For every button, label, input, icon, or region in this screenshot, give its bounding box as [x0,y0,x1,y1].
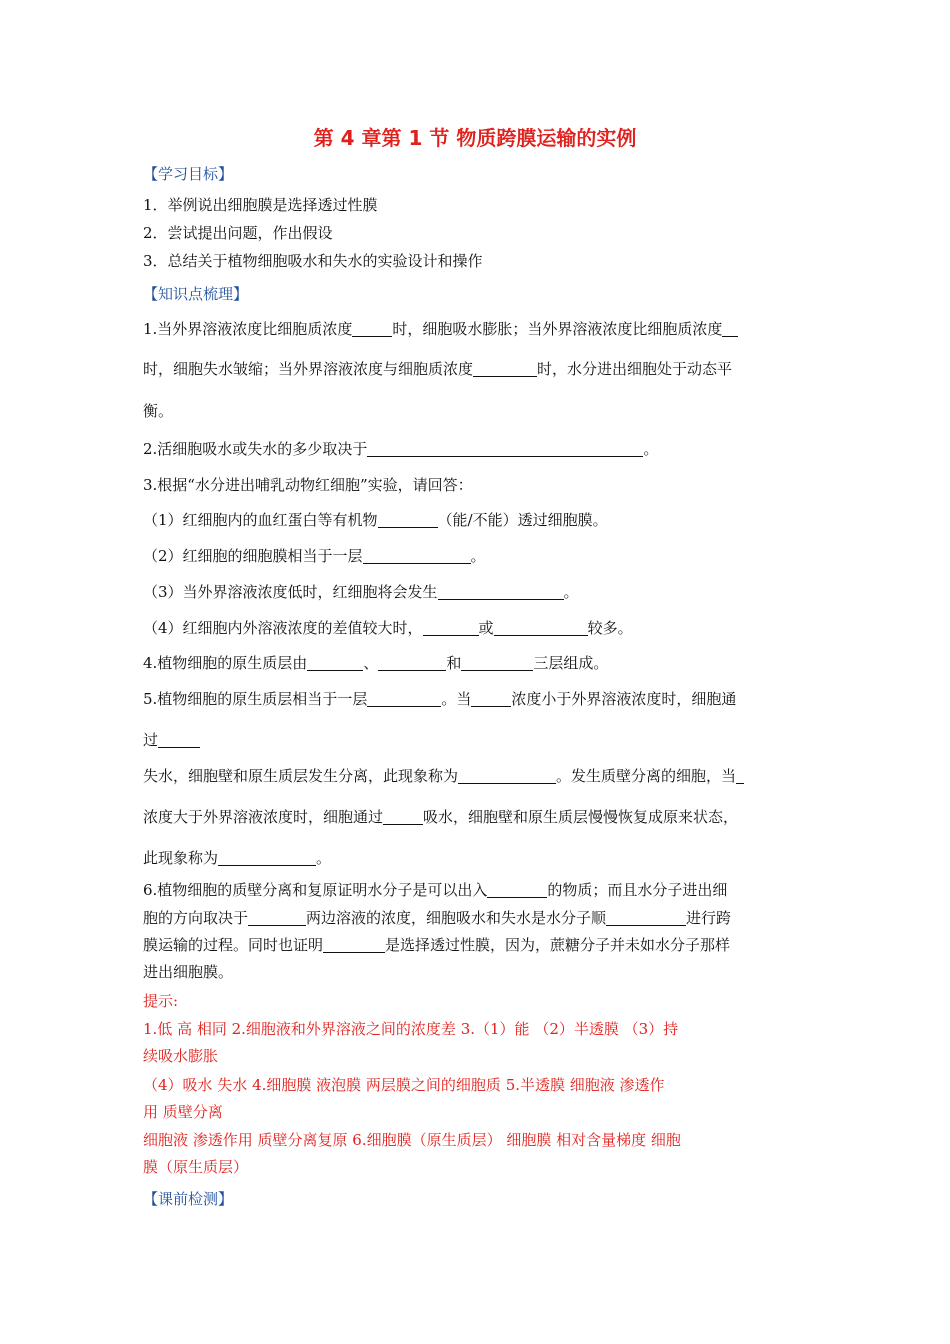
question-3-sub: （4）红细胞内外溶液浓度的差值较大时， 或 较多。 [143,619,633,637]
answer-blank[interactable] [352,320,392,337]
hint-line: 细胞液 渗透作用 质壁分离复原 6.细胞膜（原生质层） 细胞膜 相对含量梯度 细胞 [143,1131,681,1149]
answer-blank[interactable] [461,654,533,671]
answer-blank[interactable] [471,690,511,707]
knowledge-heading: 【知识点梳理】 [143,285,249,303]
question-1-line: 衡。 [143,402,174,420]
hint-line: 续吸水膨胀 [143,1047,219,1065]
answer-blank[interactable] [307,654,363,671]
question-6-line: 膜运输的过程。同时也证明 是选择透过性膜，因为，蔗糖分子并未如水分子那样 [143,936,731,954]
answer-blank[interactable] [438,583,564,600]
hint-line: 1.低 高 相同 2.细胞液和外界溶液之间的浓度差 3.（1）能 （2）半透膜 （3）持 [143,1020,679,1038]
hint-line: 用 质壁分离 [143,1103,223,1121]
question-5-line: 浓度大于外界溶液浓度时，细胞通过 吸水，细胞壁和原生质层慢慢恢复成原来状态， [143,808,739,826]
answer-blank[interactable] [722,320,738,337]
answer-blank[interactable] [606,909,686,926]
hint-line: （4）吸水 失水 4.细胞膜 液泡膜 两层膜之间的细胞质 5.半透膜 细胞液 渗透作 [143,1076,665,1094]
question-5-line: 5.植物细胞的原生质层相当于一层 。当 浓度小于外界溶液浓度时，细胞通 [143,690,737,708]
question-5-line: 失水，细胞壁和原生质层发生分离，此现象称为 。发生质壁分离的细胞，当 [143,766,744,786]
answer-blank[interactable] [487,881,547,898]
answer-blank[interactable] [423,619,479,636]
question-4-line: 4.植物细胞的原生质层由 、 和 三层组成。 [143,654,609,672]
question-1-line: 时，细胞失水皱缩；当外界溶液浓度与细胞质浓度 时，水分进出细胞处于动态平 [143,360,733,378]
answer-blank[interactable] [378,654,446,671]
answer-blank[interactable] [473,360,537,377]
pretest-heading: 【课前检测】 [143,1190,234,1208]
answer-blank[interactable] [248,909,306,926]
answer-blank[interactable] [363,547,471,564]
answer-blank[interactable] [383,808,423,825]
answer-blank[interactable] [736,767,744,784]
question-3-sub: （2）红细胞的细胞膜相当于一层 。 [143,547,486,565]
answer-blank[interactable] [494,619,588,636]
question-3-intro: 3.根据“水分进出哺乳动物红细胞”实验，请回答： [143,476,473,494]
answer-blank[interactable] [367,690,441,707]
question-3-sub: （1）红细胞内的血红蛋白等有机物 （能/不能）透过细胞膜。 [143,511,608,529]
question-5-line: 此现象称为 。 [143,849,332,867]
answer-blank[interactable] [323,936,385,953]
answer-blank[interactable] [218,849,316,866]
question-1-line: 1.当外界溶液浓度比细胞质浓度 时，细胞吸水膨胀；当外界溶液浓度比细胞质浓度 [143,319,738,339]
objective-item: 3．总结关于植物细胞吸水和失水的实验设计和操作 [143,252,483,270]
question-3-sub: （3）当外界溶液浓度低时，红细胞将会发生 。 [143,583,579,601]
page-title: 第 4 章第 1 节 物质跨膜运输的实例 [313,126,637,150]
hints-label: 提示: [143,992,179,1010]
objectives-heading: 【学习目标】 [143,165,234,183]
question-6-line: 6.植物细胞的质壁分离和复原证明水分子是可以出入 的物质；而且水分子进出细 [143,881,728,899]
question-5-line: 过 [143,730,200,750]
hint-line: 膜（原生质层） [143,1158,249,1176]
question-2-line: 2.活细胞吸水或失水的多少取决于 。 [143,440,659,458]
question-6-line: 进出细胞膜。 [143,963,234,981]
answer-blank[interactable] [367,440,643,457]
answer-blank[interactable] [458,767,556,784]
answer-blank[interactable] [378,511,438,528]
objective-item: 1．举例说出细胞膜是选择透过性膜 [143,196,378,214]
answer-blank[interactable] [158,731,200,748]
objective-item: 2．尝试提出问题，作出假设 [143,224,333,242]
question-6-line: 胞的方向取决于 两边溶液的浓度，细胞吸水和失水是水分子顺 进行跨 [143,909,732,927]
